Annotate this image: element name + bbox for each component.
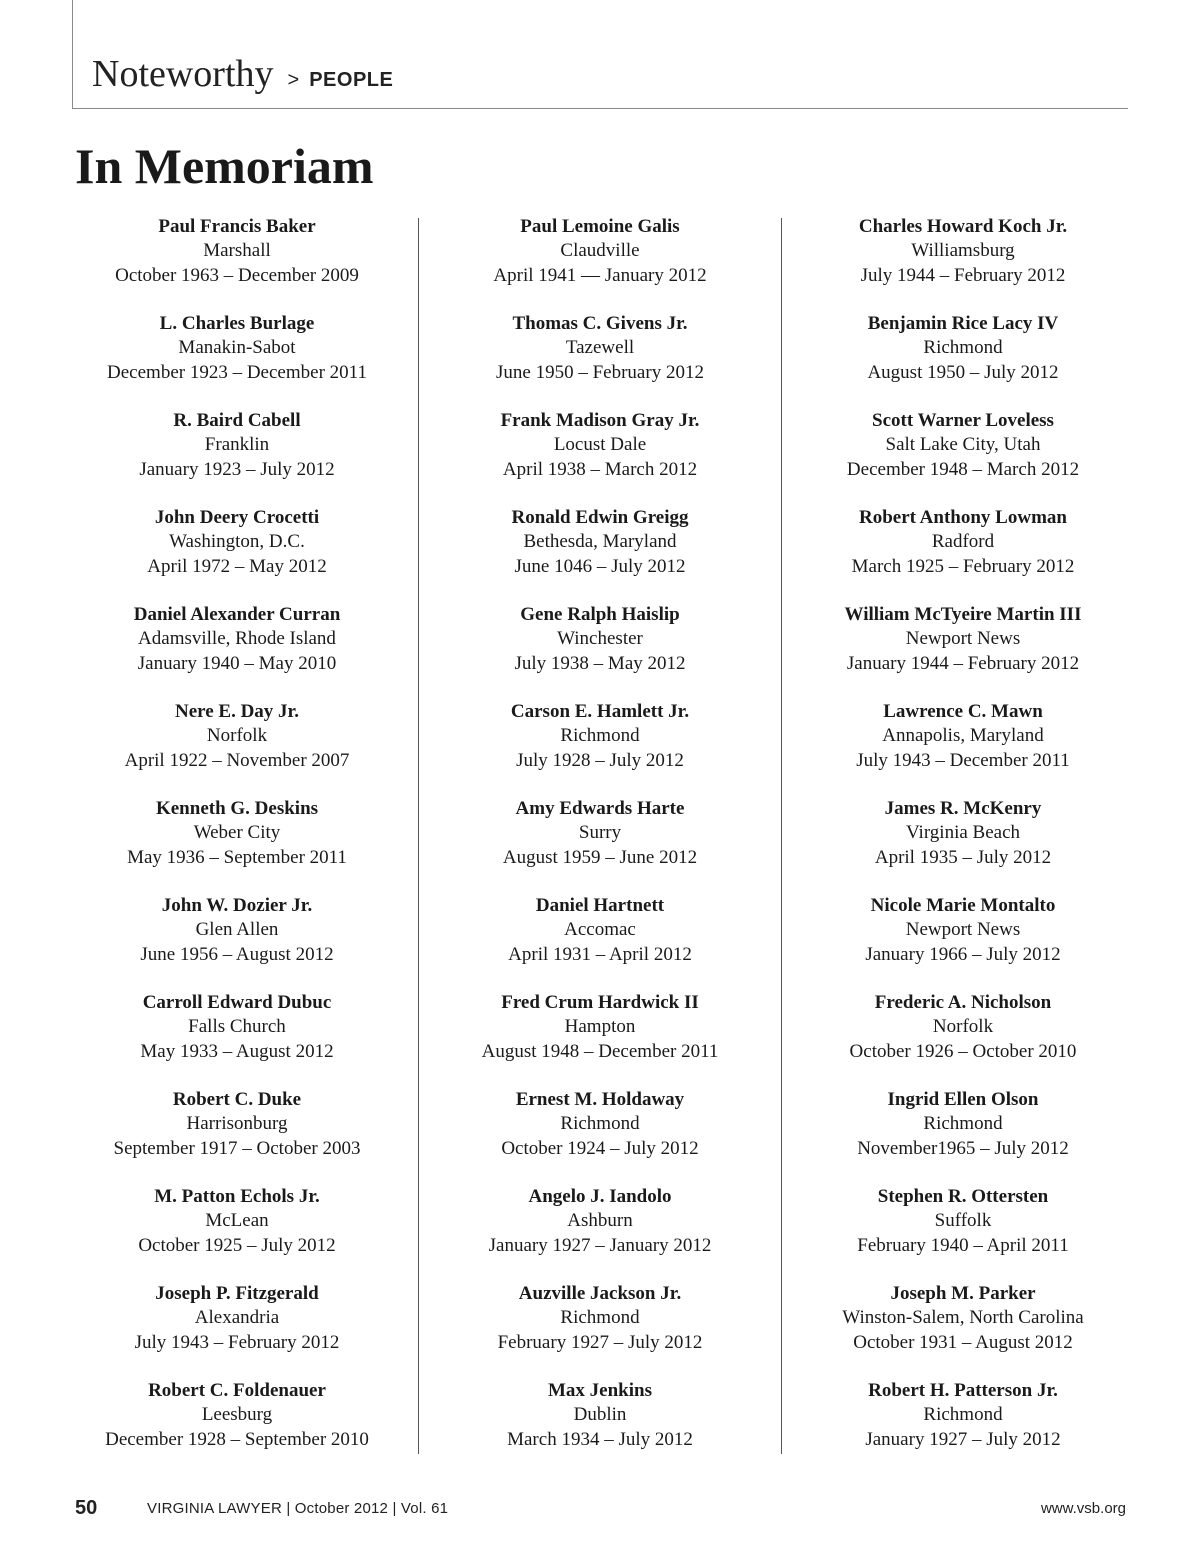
person-name: Robert C. Duke <box>172 1089 302 1110</box>
person-dates: January 1927 – July 2012 <box>865 1428 1061 1450</box>
person-hometown: Locust Dale <box>553 434 647 456</box>
person-dates: April 1935 – July 2012 <box>874 846 1052 868</box>
person-hometown: Williamsburg <box>911 240 1015 262</box>
person-hometown: Manakin-Sabot <box>178 337 296 359</box>
person-hometown: Franklin <box>204 434 270 456</box>
person-hometown: McLean <box>205 1210 269 1232</box>
memoriam-entry <box>57 1185 417 1282</box>
memoriam-entry <box>420 409 780 506</box>
memoriam-entry <box>57 1088 417 1185</box>
page-number: 50 <box>75 1497 98 1519</box>
person-dates: June 1950 – February 2012 <box>496 361 704 383</box>
memoriam-entry <box>420 894 780 991</box>
memoriam-entry <box>57 312 417 409</box>
memoriam-entry <box>420 1379 780 1476</box>
person-dates: December 1928 – September 2010 <box>105 1428 369 1450</box>
person-dates: January 1927 – January 2012 <box>488 1234 712 1256</box>
memoriam-entry <box>783 700 1143 797</box>
person-name: Gene Ralph Haislip <box>520 604 680 625</box>
memoriam-entry <box>783 1379 1143 1476</box>
memoriam-entry <box>57 700 417 797</box>
person-name: Scott Warner Loveless <box>872 410 1054 431</box>
person-hometown: Alexandria <box>194 1307 280 1329</box>
person-name: R. Baird Cabell <box>173 410 301 431</box>
memoriam-entry <box>783 894 1143 991</box>
memoriam-entry <box>420 312 780 409</box>
person-name: Nicole Marie Montalto <box>870 895 1056 916</box>
person-dates: May 1936 – September 2011 <box>127 846 347 868</box>
person-hometown: Weber City <box>193 822 281 844</box>
person-hometown: Ashburn <box>567 1210 633 1232</box>
section-header <box>92 52 393 96</box>
person-name: Robert C. Foldenauer <box>148 1380 326 1401</box>
memoriam-column-2 <box>420 215 780 1476</box>
person-name: William McTyeire Martin III <box>844 604 1082 625</box>
person-dates: July 1944 – February 2012 <box>860 264 1066 286</box>
memoriam-entry <box>783 215 1143 312</box>
person-name: Carroll Edward Dubuc <box>142 992 332 1013</box>
person-name: Daniel Alexander Curran <box>133 604 341 625</box>
person-hometown: Glen Allen <box>195 919 279 941</box>
memoriam-entry <box>57 1379 417 1476</box>
person-name: Robert H. Patterson Jr. <box>868 1380 1058 1401</box>
memoriam-entry <box>783 1185 1143 1282</box>
person-hometown: Richmond <box>560 725 640 747</box>
left-margin-rule <box>72 0 73 108</box>
memoriam-entry <box>420 797 780 894</box>
person-name: John Deery Crocetti <box>154 507 320 528</box>
person-name: Max Jenkins <box>548 1380 652 1401</box>
person-dates: March 1925 – February 2012 <box>851 555 1075 577</box>
person-hometown: Norfolk <box>932 1016 994 1038</box>
person-name: James R. McKenry <box>884 798 1042 819</box>
person-dates: October 1924 – July 2012 <box>501 1137 699 1159</box>
column-divider <box>418 218 419 1454</box>
memoriam-entry <box>57 409 417 506</box>
person-name: L. Charles Burlage <box>159 313 315 334</box>
memoriam-entry <box>783 1088 1143 1185</box>
person-name: Thomas C. Givens Jr. <box>512 313 688 334</box>
person-hometown: Surry <box>578 822 622 844</box>
person-hometown: Newport News <box>905 919 1021 941</box>
memoriam-entry <box>57 603 417 700</box>
memoriam-column-3 <box>783 215 1143 1476</box>
person-dates: July 1938 – May 2012 <box>514 652 686 674</box>
person-name: Joseph M. Parker <box>890 1283 1036 1304</box>
person-hometown: Richmond <box>923 1404 1003 1426</box>
person-hometown: Richmond <box>923 1113 1003 1135</box>
person-dates: October 1963 – December 2009 <box>115 264 359 286</box>
person-hometown: Leesburg <box>201 1404 273 1426</box>
memoriam-entry <box>783 506 1143 603</box>
memoriam-entry <box>57 894 417 991</box>
person-dates: December 1923 – December 2011 <box>107 361 367 383</box>
person-name: Paul Lemoine Galis <box>520 216 680 237</box>
person-dates: July 1943 – December 2011 <box>856 749 1070 771</box>
section-title: Noteworthy <box>92 53 274 95</box>
person-hometown: Adamsville, Rhode Island <box>138 628 336 650</box>
person-name: Amy Edwards Harte <box>515 798 685 819</box>
person-hometown: Marshall <box>203 240 271 262</box>
person-dates: January 1966 – July 2012 <box>865 943 1061 965</box>
page-title: In Memoriam <box>75 138 374 194</box>
person-hometown: Richmond <box>560 1307 640 1329</box>
person-name: Daniel Hartnett <box>535 895 665 916</box>
memoriam-entry <box>420 1088 780 1185</box>
person-dates: July 1928 – July 2012 <box>516 749 684 771</box>
person-dates: February 1927 – July 2012 <box>497 1331 703 1353</box>
person-hometown: Claudville <box>560 240 640 262</box>
person-dates: October 1931 – August 2012 <box>853 1331 1073 1353</box>
person-dates: January 1940 – May 2010 <box>137 652 337 674</box>
memoriam-entry <box>783 991 1143 1088</box>
person-dates: June 1046 – July 2012 <box>514 555 686 577</box>
memoriam-entry <box>420 700 780 797</box>
memoriam-entry <box>57 215 417 312</box>
publication-info: VIRGINIA LAWYER | October 2012 | Vol. 61 <box>147 1500 449 1517</box>
person-dates: March 1934 – July 2012 <box>507 1428 693 1450</box>
person-dates: April 1941 — January 2012 <box>493 264 707 286</box>
memoriam-entry <box>420 506 780 603</box>
person-name: Ernest M. Holdaway <box>515 1089 685 1110</box>
person-hometown: Richmond <box>923 337 1003 359</box>
person-hometown: Falls Church <box>188 1016 286 1038</box>
person-hometown: Norfolk <box>206 725 268 747</box>
person-name: Kenneth G. Deskins <box>155 798 319 819</box>
memoriam-column-1 <box>57 215 417 1476</box>
person-name: Joseph P. Fitzgerald <box>155 1283 319 1304</box>
person-dates: October 1925 – July 2012 <box>138 1234 336 1256</box>
memoriam-entry <box>57 797 417 894</box>
person-hometown: Washington, D.C. <box>169 531 305 553</box>
person-hometown: Annapolis, Maryland <box>882 725 1044 747</box>
person-dates: August 1959 – June 2012 <box>502 846 698 868</box>
memoriam-entry <box>420 991 780 1088</box>
person-hometown: Richmond <box>560 1113 640 1135</box>
person-hometown: Salt Lake City, Utah <box>885 434 1041 456</box>
person-dates: August 1950 – July 2012 <box>867 361 1059 383</box>
person-dates: April 1931 – April 2012 <box>508 943 692 965</box>
person-name: Ronald Edwin Greigg <box>511 507 689 528</box>
person-hometown: Bethesda, Maryland <box>523 531 677 553</box>
person-name: Angelo J. Iandolo <box>528 1186 672 1207</box>
person-name: Paul Francis Baker <box>158 216 316 237</box>
person-dates: January 1944 – February 2012 <box>846 652 1080 674</box>
person-dates: September 1917 – October 2003 <box>113 1137 361 1159</box>
person-name: Robert Anthony Lowman <box>859 507 1067 528</box>
person-name: Carson E. Hamlett Jr. <box>510 701 690 722</box>
person-dates: July 1943 – February 2012 <box>134 1331 340 1353</box>
person-name: Stephen R. Ottersten <box>877 1186 1049 1207</box>
memoriam-entry <box>783 1282 1143 1379</box>
memoriam-entry <box>57 1282 417 1379</box>
column-divider <box>781 218 782 1454</box>
person-dates: April 1972 – May 2012 <box>147 555 327 577</box>
person-name: M. Patton Echols Jr. <box>154 1186 320 1207</box>
person-hometown: Tazewell <box>565 337 635 359</box>
person-hometown: Dublin <box>573 1404 627 1426</box>
person-dates: January 1923 – July 2012 <box>139 458 335 480</box>
person-dates: December 1948 – March 2012 <box>846 458 1080 480</box>
person-name: Charles Howard Koch Jr. <box>858 216 1068 237</box>
person-hometown: Winston-Salem, North Carolina <box>842 1307 1084 1329</box>
person-name: John W. Dozier Jr. <box>161 895 313 916</box>
memoriam-entry <box>57 506 417 603</box>
memoriam-entry <box>420 603 780 700</box>
memoriam-entry <box>420 1185 780 1282</box>
header-rule <box>72 108 1128 109</box>
memoriam-entry <box>783 409 1143 506</box>
memoriam-entry <box>420 1282 780 1379</box>
memoriam-entry <box>57 991 417 1088</box>
person-dates: May 1933 – August 2012 <box>140 1040 334 1062</box>
person-name: Fred Crum Hardwick II <box>501 992 699 1013</box>
website-link[interactable]: www.vsb.org <box>1040 1500 1126 1517</box>
person-dates: April 1938 – March 2012 <box>502 458 698 480</box>
subsection-title: PEOPLE <box>309 69 394 91</box>
person-hometown: Hampton <box>564 1016 636 1038</box>
person-dates: August 1948 – December 2011 <box>481 1040 719 1062</box>
person-name: Nere E. Day Jr. <box>174 701 299 722</box>
person-name: Lawrence C. Mawn <box>883 701 1043 722</box>
person-dates: November1965 – July 2012 <box>857 1137 1069 1159</box>
person-name: Benjamin Rice Lacy IV <box>867 313 1059 334</box>
person-dates: June 1956 – August 2012 <box>140 943 334 965</box>
memoriam-entry <box>783 797 1143 894</box>
person-dates: February 1940 – April 2011 <box>857 1234 1069 1256</box>
person-hometown: Winchester <box>557 628 643 650</box>
person-name: Frank Madison Gray Jr. <box>500 410 700 431</box>
person-name: Auzville Jackson Jr. <box>518 1283 682 1304</box>
person-hometown: Newport News <box>905 628 1021 650</box>
person-hometown: Suffolk <box>934 1210 992 1232</box>
person-name: Frederic A. Nicholson <box>874 992 1052 1013</box>
breadcrumb-separator: > <box>287 69 300 91</box>
memoriam-entry <box>783 312 1143 409</box>
memoriam-entry <box>420 215 780 312</box>
person-dates: October 1926 – October 2010 <box>849 1040 1077 1062</box>
person-hometown: Accomac <box>564 919 636 941</box>
person-name: Ingrid Ellen Olson <box>887 1089 1039 1110</box>
person-hometown: Harrisonburg <box>186 1113 288 1135</box>
person-dates: April 1922 – November 2007 <box>124 749 350 771</box>
person-hometown: Virginia Beach <box>905 822 1021 844</box>
person-hometown: Radford <box>931 531 995 553</box>
memoriam-entry <box>783 603 1143 700</box>
